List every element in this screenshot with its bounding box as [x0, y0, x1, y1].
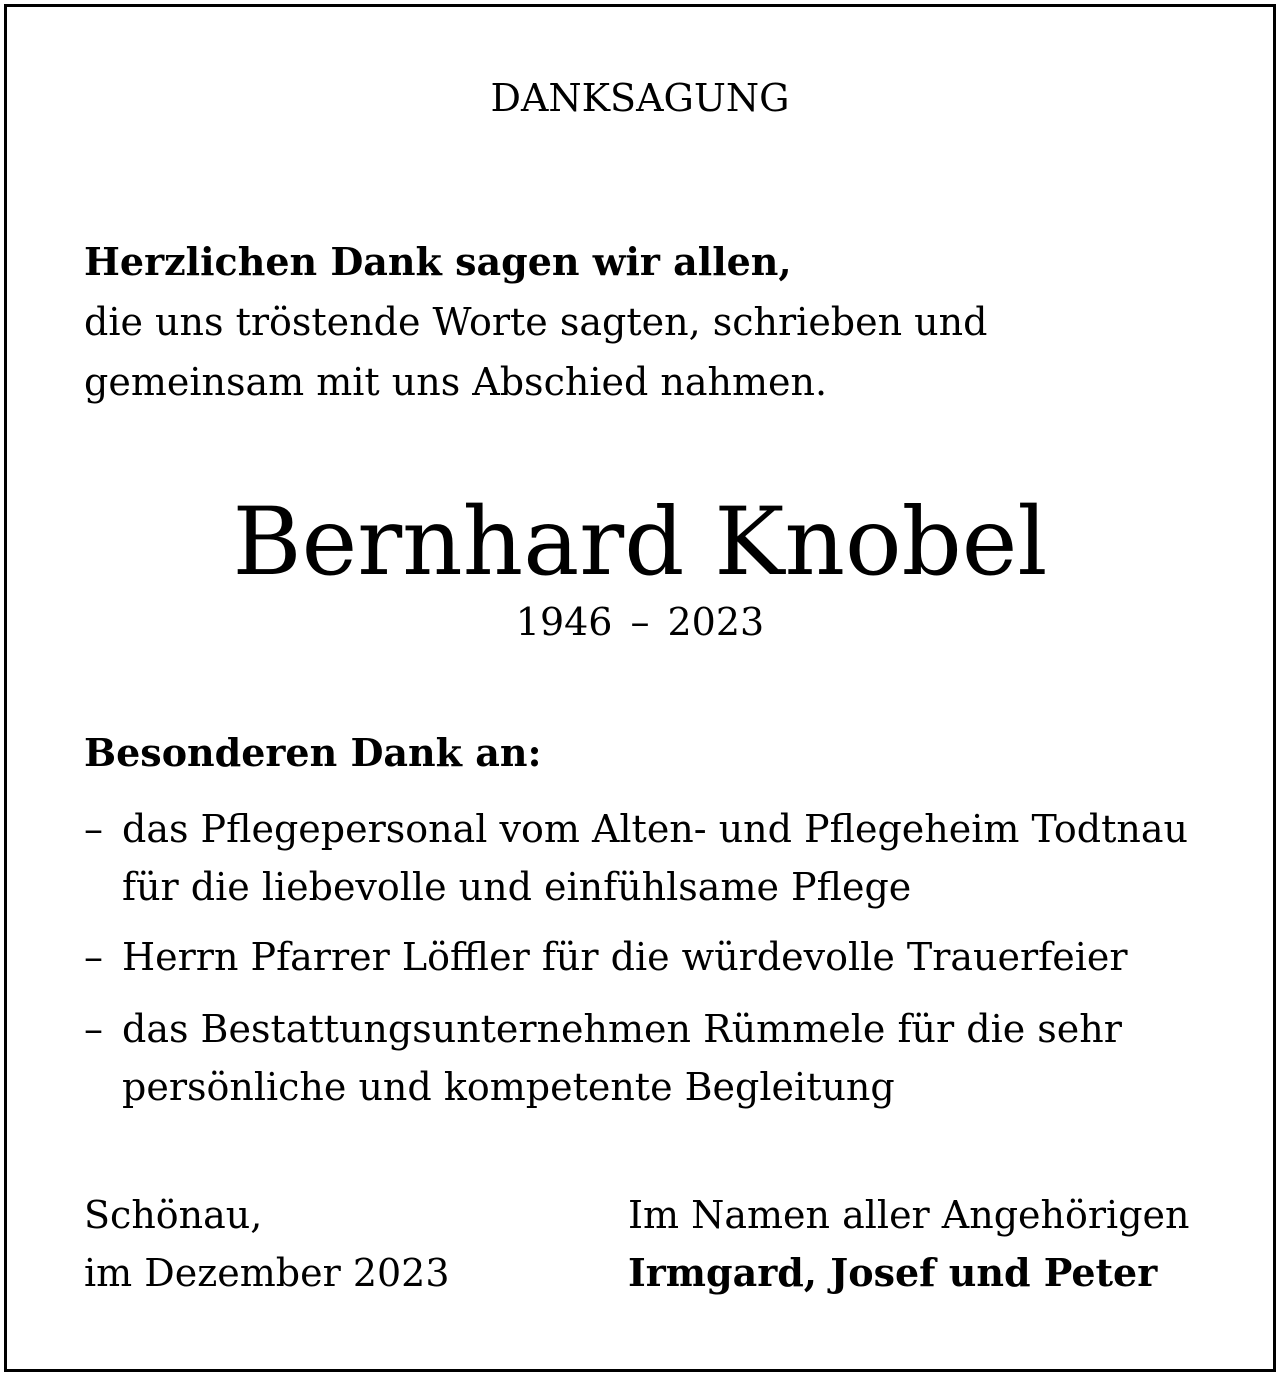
deceased-name: Bernhard Knobel	[232, 488, 1048, 597]
bullet-dash: –	[84, 807, 103, 851]
thanks-item-line-1: das Bestattungsunternehmen Rümmele für die sehr	[122, 1007, 1122, 1051]
intro-line-3: gemeinsam mit uns Abschied nahmen.	[84, 360, 828, 404]
signatory-names: Irmgard, Josef und Peter	[628, 1250, 1158, 1295]
date: im Dezember 2023	[84, 1251, 450, 1295]
special-thanks-heading: Besonderen Dank an:	[84, 730, 542, 775]
notice-heading: DANKSAGUNG	[490, 76, 790, 120]
place: Schönau,	[84, 1193, 263, 1237]
thanks-item	[84, 928, 1234, 986]
intro-line-1: Herzlichen Dank sagen wir allen,	[84, 239, 792, 284]
bullet-dash: –	[84, 935, 103, 979]
life-dates	[0, 600, 1280, 644]
on-behalf-text: Im Namen aller Angehörigen	[628, 1193, 1190, 1237]
thanks-item	[84, 800, 1234, 916]
notice-border	[4, 4, 1276, 1372]
thanks-item-line-2: für die liebevolle und einfühlsame Pflege	[122, 865, 912, 909]
thanks-item-line-1: das Pflegepersonal vom Alten- und Pflegeheim Todtnau	[122, 807, 1188, 851]
thanks-item	[84, 1000, 1234, 1116]
intro-text	[84, 232, 987, 412]
birth-year: 1946	[515, 600, 613, 644]
signature-block	[628, 1186, 1189, 1302]
death-year: 2023	[667, 600, 765, 644]
intro-line-2: die uns tröstende Worte sagten, schrieben und	[84, 300, 988, 344]
place-and-date	[84, 1186, 450, 1302]
thanks-item-line-1: Herrn Pfarrer Löffler für die würdevolle Trauerfeier	[122, 935, 1128, 979]
bullet-dash: –	[84, 1007, 103, 1051]
date-separator: –	[630, 600, 650, 644]
thanks-item-line-2: persönliche und kompetente Begleitung	[122, 1065, 895, 1109]
